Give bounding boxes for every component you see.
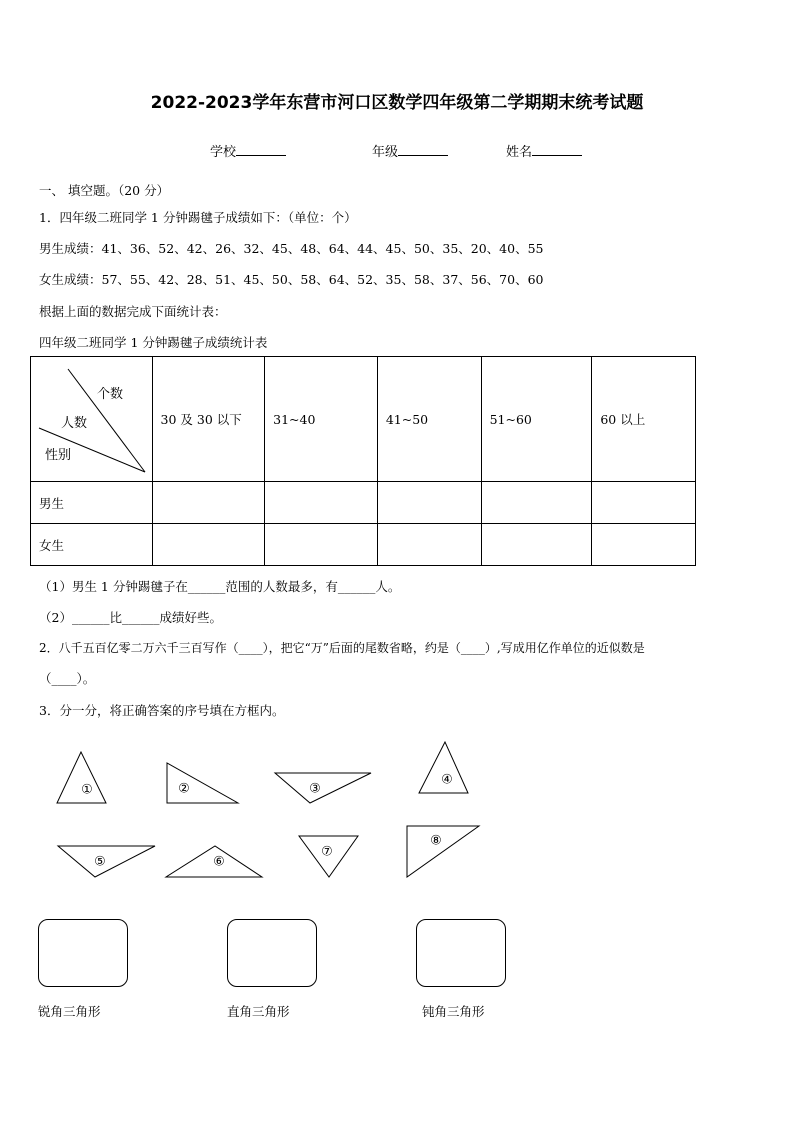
page-title: 2022-2023学年东营市河口区数学四年级第二学期期末统考试题 bbox=[150, 93, 644, 113]
triangle-8 bbox=[407, 826, 479, 877]
shape-label: ① bbox=[81, 782, 93, 798]
table-cell[interactable] bbox=[377, 524, 481, 566]
table-cell[interactable] bbox=[265, 524, 378, 566]
table-row bbox=[31, 524, 696, 566]
column-header: 41~50 bbox=[377, 357, 481, 482]
table-row bbox=[31, 482, 696, 524]
row-label-boys: 男生 bbox=[31, 482, 153, 524]
triangle-3 bbox=[275, 773, 371, 803]
column-header: 30 及 30 以下 bbox=[152, 357, 265, 482]
stats-table bbox=[30, 356, 696, 566]
shape-label: ④ bbox=[441, 772, 453, 788]
shape-label: ② bbox=[178, 781, 190, 797]
table-cell[interactable] bbox=[377, 482, 481, 524]
q1-girls-scores: 女生成绩：57、55、42、28、51、45、50、58、64、52、35、58、37、56、70、60 bbox=[39, 272, 544, 287]
q2-line2: （____）。 bbox=[39, 671, 96, 686]
table-cell[interactable] bbox=[152, 482, 265, 524]
q1-sub2: （2）______比______成绩好些。 bbox=[39, 610, 222, 625]
corner-label-people: 人数 bbox=[61, 416, 88, 431]
table-cell[interactable] bbox=[481, 524, 592, 566]
table-corner-cell bbox=[31, 357, 153, 482]
q1-stem: 1．四年级二班同学 1 分钟踢毽子成绩如下：（单位：个） bbox=[39, 210, 357, 225]
school-field bbox=[210, 141, 286, 160]
table-cell[interactable] bbox=[152, 524, 265, 566]
triangle-5 bbox=[58, 846, 155, 877]
table-cell[interactable] bbox=[265, 482, 378, 524]
table-header-row bbox=[31, 357, 696, 482]
q3-stem: 3．分一分，将正确答案的序号填在方框内。 bbox=[39, 703, 285, 718]
q1-boys-scores: 男生成绩：41、36、52、42、26、32、45、48、64、44、45、50、35、20、40、55 bbox=[39, 241, 544, 256]
name-blank[interactable] bbox=[532, 142, 582, 156]
q1-table-title: 四年级二班同学 1 分钟踢毽子成绩统计表 bbox=[39, 335, 268, 350]
shape-label: ③ bbox=[309, 781, 321, 797]
grade-field bbox=[372, 141, 448, 160]
q2-line1: 2．八千五百亿零二万六千三百写作（____），把它“万”后面的尾数省略，约是（____）,写成用亿作单位的近似数是 bbox=[39, 641, 645, 655]
shape-label: ⑧ bbox=[430, 833, 442, 849]
answer-box-obtuse[interactable] bbox=[416, 919, 506, 987]
section-heading: 一、 填空题。（20 分） bbox=[39, 183, 170, 198]
name-field bbox=[506, 141, 582, 160]
table-cell[interactable] bbox=[592, 524, 696, 566]
corner-label-count: 个数 bbox=[97, 387, 124, 402]
label-obtuse-triangle: 钝角三角形 bbox=[422, 1004, 485, 1019]
name-label: 姓名 bbox=[506, 145, 533, 160]
answer-box-right[interactable] bbox=[227, 919, 317, 987]
label-right-triangle: 直角三角形 bbox=[227, 1004, 290, 1019]
table-cell[interactable] bbox=[592, 482, 696, 524]
shape-label: ⑥ bbox=[213, 854, 225, 870]
school-label: 学校 bbox=[210, 145, 237, 160]
column-header: 31~40 bbox=[265, 357, 378, 482]
triangles-figure bbox=[0, 730, 794, 890]
corner-label-gender: 性别 bbox=[45, 448, 72, 463]
shape-label: ⑦ bbox=[321, 844, 333, 860]
q1-instruction: 根据上面的数据完成下面统计表： bbox=[39, 304, 227, 319]
shape-label: ⑤ bbox=[94, 854, 106, 870]
row-label-girls: 女生 bbox=[31, 524, 153, 566]
school-blank[interactable] bbox=[236, 142, 286, 156]
grade-label: 年级 bbox=[372, 145, 399, 160]
column-header: 51~60 bbox=[481, 357, 592, 482]
answer-box-acute[interactable] bbox=[38, 919, 128, 987]
label-acute-triangle: 锐角三角形 bbox=[38, 1004, 101, 1019]
q1-sub1: （1）男生 1 分钟踢毽子在______范围的人数最多，有______人。 bbox=[39, 579, 401, 594]
table-cell[interactable] bbox=[481, 482, 592, 524]
grade-blank[interactable] bbox=[398, 142, 448, 156]
column-header: 60 以上 bbox=[592, 357, 696, 482]
